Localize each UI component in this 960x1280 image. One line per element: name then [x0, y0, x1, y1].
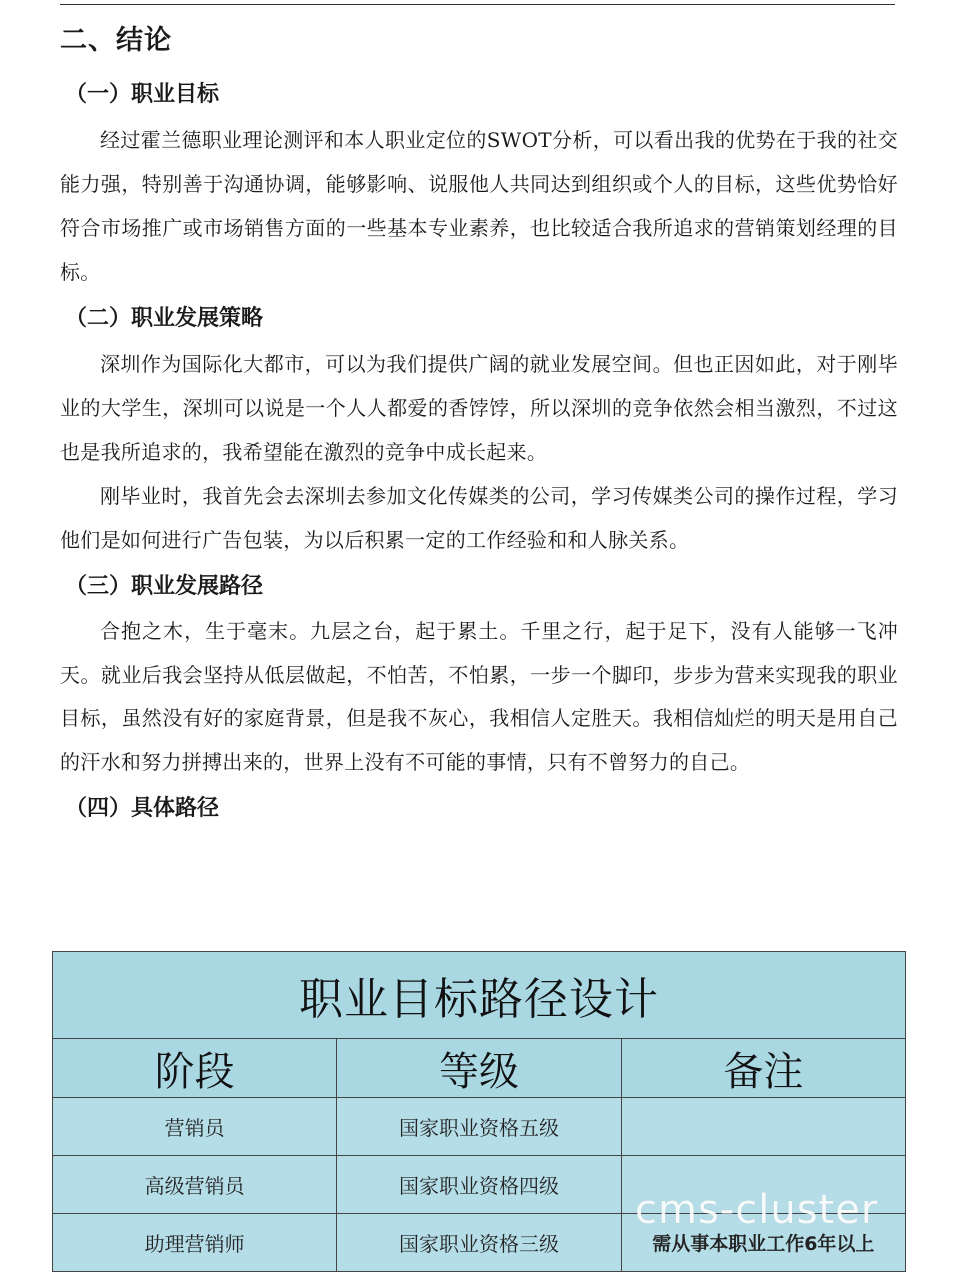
section-development-strategy: [60, 304, 898, 562]
watermark-text: cms-cluster: [635, 1187, 879, 1233]
table-cell: 助理营销师: [53, 1214, 337, 1272]
table-cell: 国家职业资格四级: [337, 1156, 621, 1214]
subsection-title: （四）具体路径: [65, 796, 220, 821]
top-rule: [60, 4, 895, 5]
document-body: [60, 22, 898, 834]
column-header-level: 等级: [337, 1039, 621, 1098]
paragraph: 经过霍兰德职业理论测评和本人职业定位的SWOT分析，可以看出我的优势在于我的社交能力强，特别善于沟通协调，能够影响、说服他人共同达到组织或个人的目标，这些优势恰好符合市场推广或市场销售方面的一些基本专业素养，也比较适合我所追求的营销策划经理的目标。: [60, 128, 898, 284]
subsection-title: （三）职业发展路径: [65, 574, 264, 599]
column-header-stage: 阶段: [53, 1039, 337, 1098]
paragraph: 合抱之木，生于毫末。九层之台，起于累土。千里之行，起于足下，没有人能够一飞冲天。就业后我会坚持从低层做起，不怕苦，不怕累，一步一个脚印，步步为营来实现我的职业目标，虽然没有好的家庭背景，但是我不灰心，我相信人定胜天。我相信灿烂的明天是用自己的汗水和努力拼搏出来的，世界上没有不可能的事情，只有不曾努力的自己。: [60, 619, 898, 774]
table-title: 职业目标路径设计: [53, 952, 906, 1039]
table-cell: 国家职业资格三级: [337, 1214, 621, 1272]
table-cell: 高级营销员: [53, 1156, 337, 1214]
subsection-title: （一）职业目标: [65, 82, 220, 107]
paragraph: 深圳作为国际化大都市，可以为我们提供广阔的就业发展空间。但也正因如此，对于刚毕业的大学生，深圳可以说是一个人人都爱的香饽饽，所以深圳的竞争依然会相当激烈，不过这也是我所追求的，我希望能在激烈的竞争中成长起来。: [60, 352, 898, 464]
section-career-goal: [60, 80, 898, 294]
section-development-path: [60, 572, 898, 784]
section-specific-path: [60, 794, 898, 824]
table-cell: 需从事本职业工作6年以上: [621, 1214, 905, 1272]
column-header-note: 备注: [621, 1039, 905, 1098]
paragraph: 刚毕业时，我首先会去深圳去参加文化传媒类的公司，学习传媒类公司的操作过程，学习他们是如何进行广告包装，为以后积累一定的工作经验和和人脉关系。: [60, 484, 898, 552]
table-cell: [621, 1098, 905, 1156]
table-cell: 国家职业资格五级: [337, 1098, 621, 1156]
table-row: [53, 1098, 906, 1156]
section-heading: 二、结论: [60, 25, 172, 56]
table-cell: 营销员: [53, 1098, 337, 1156]
subsection-title: （二）职业发展策略: [65, 306, 264, 331]
